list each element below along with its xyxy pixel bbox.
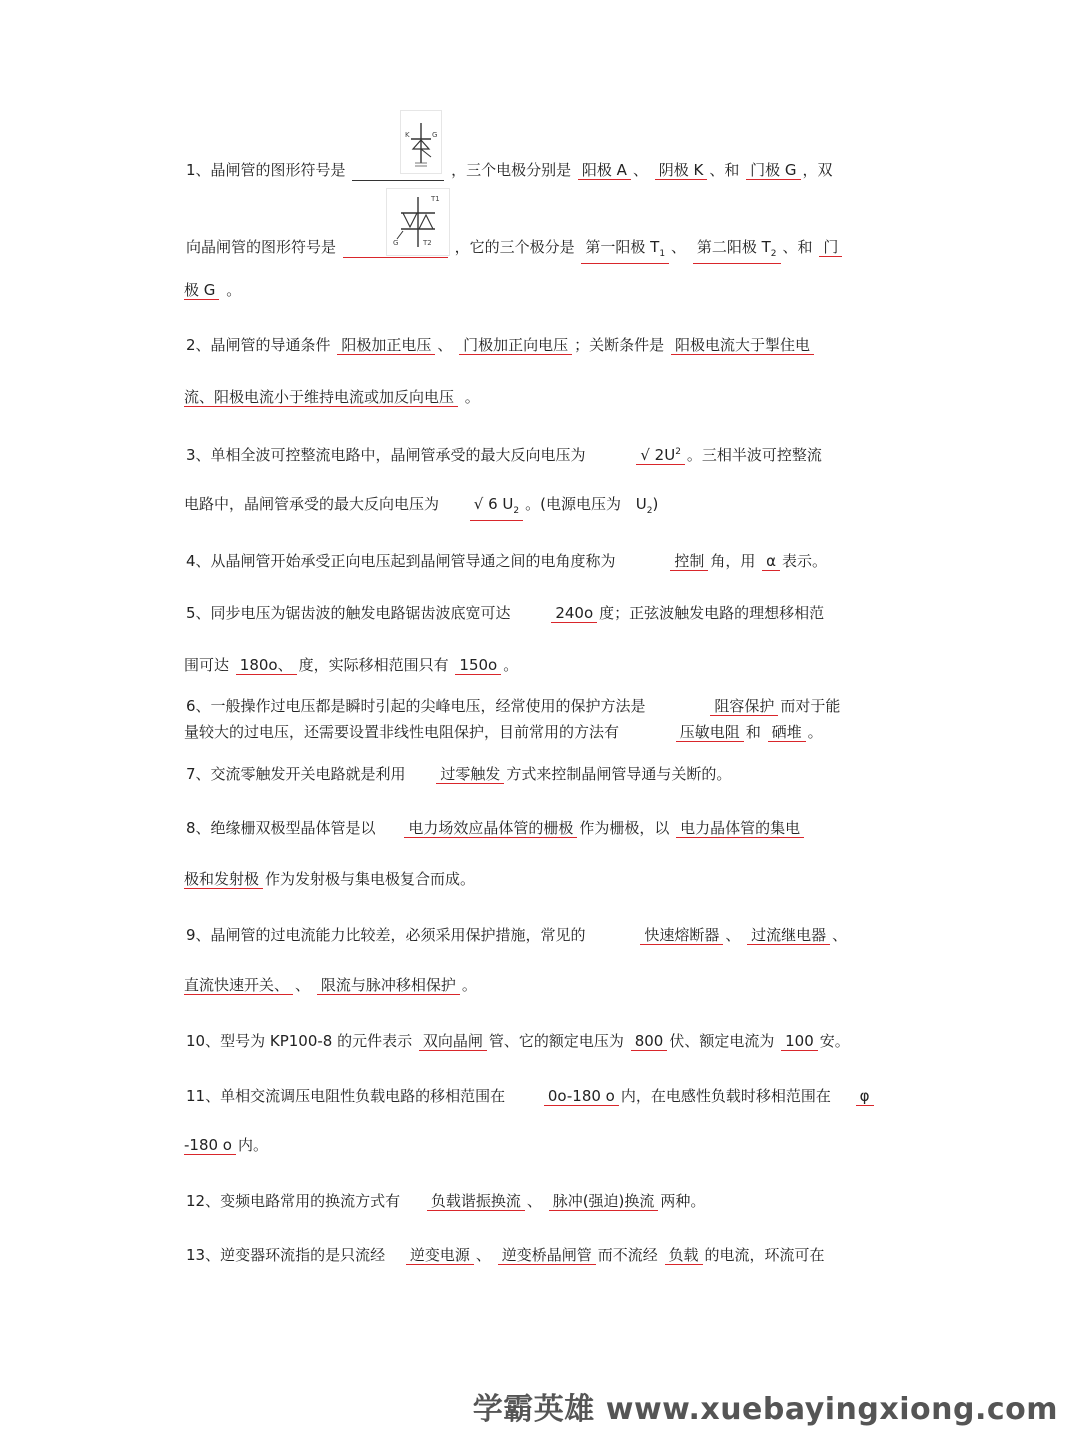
q6-line1 [186, 696, 840, 716]
q2-line2 [184, 387, 480, 407]
text: 伏、额定电流为 [669, 1032, 775, 1050]
q5-line1 [186, 603, 824, 623]
q7-line [186, 764, 731, 784]
answer: 150o [455, 656, 501, 675]
answer [693, 238, 781, 264]
q3-line1 [186, 443, 822, 465]
text: 、 [295, 976, 311, 994]
q10-line [186, 1031, 850, 1051]
answer: 流、阳极电流小于维持电流或加反向电压 [184, 388, 458, 407]
thyristor-symbol-graphic [401, 111, 441, 173]
answer: 阴极 K [655, 161, 708, 180]
text: 而不流经 [597, 1246, 658, 1264]
thyristor-symbol-icon [400, 110, 442, 174]
text: U [635, 495, 647, 513]
answer: 压敏电阻 [676, 723, 744, 742]
answer: 快速熔断器 [640, 926, 723, 945]
text: 、 [632, 161, 648, 179]
text: √ 6 U [473, 495, 514, 513]
answer: φ [856, 1087, 874, 1106]
text: 而对于能 [780, 697, 841, 715]
text: 内，在电感性负载时移相范围在 [620, 1087, 831, 1105]
text: 度；正弦波触发电路的理想移相范 [599, 604, 825, 622]
answer: 逆变电源 [406, 1246, 474, 1265]
answer: -180 o [184, 1136, 236, 1155]
answer: 极和发射极 [184, 870, 263, 889]
answer: 阻容保护 [710, 697, 778, 716]
answer: 直流快速开关、 [184, 976, 293, 995]
answer: 门 [819, 238, 842, 257]
answer: 电力晶体管的集电 [676, 819, 804, 838]
text: 、 [671, 238, 687, 256]
sup: 2 [675, 447, 681, 457]
answer: 双向晶闸 [419, 1032, 487, 1051]
sub: 2 [513, 506, 520, 516]
text: 。三相半波可控整流 [686, 446, 822, 464]
triac-symbol-icon [386, 188, 450, 256]
text: 角，用 [710, 552, 756, 570]
text: 和 [745, 723, 761, 741]
text: 作为发射极与集电极复合而成。 [265, 870, 476, 888]
text: 12、变频电路常用的换流方式有 [186, 1192, 401, 1210]
text: 。 [807, 723, 823, 741]
text: 两种。 [660, 1192, 706, 1210]
answer [636, 443, 685, 465]
q5-line2 [184, 655, 518, 675]
text: 表示。 [782, 552, 828, 570]
text: 第一阳极 T [585, 238, 660, 256]
text: 13、逆变器环流指的是只流经 [186, 1246, 386, 1264]
text: ，双 [802, 161, 833, 179]
text: 7、交流零触发开关电路就是利用 [186, 765, 406, 783]
answer [581, 238, 669, 264]
text: ) [652, 495, 659, 513]
answer [470, 495, 523, 521]
text: 6、一般操作过电压都是瞬时引起的尖峰电压，经常使用的保护方法是 [186, 697, 646, 715]
text: 2、晶闸管的导通条件 [186, 336, 331, 354]
answer: 240o [551, 604, 597, 623]
text: 、和 [709, 161, 740, 179]
q1-line1 [186, 160, 833, 181]
text: 方式来控制晶闸管导通与关断的。 [506, 765, 732, 783]
answer: 阳极 A [578, 161, 631, 180]
text: 。 [503, 656, 519, 674]
q13-line [186, 1245, 825, 1265]
answer: 过零触发 [436, 765, 504, 784]
text: 、 [475, 1246, 491, 1264]
q3-line2 [184, 494, 658, 521]
answer: 控制 [670, 552, 708, 571]
text: 、 [437, 336, 453, 354]
answer: α [762, 552, 780, 571]
text: 11、单相交流调压电阻性负载电路的移相范围在 [186, 1087, 506, 1105]
text: 5、同步电压为锯齿波的触发电路锯齿波底宽可达 [186, 604, 511, 622]
site-watermark: 学霸英雄 www.xuebayingxiong.com [472, 1392, 1058, 1427]
text: 1、晶闸管的图形符号是 [186, 161, 346, 179]
answer: 电力场效应晶体管的栅极 [404, 819, 577, 838]
q9-line1 [186, 925, 847, 945]
answer: 逆变桥晶闸管 [498, 1246, 596, 1265]
q4-line [186, 551, 827, 571]
answer: 阳极加正电压 [337, 336, 435, 355]
sub: 2 [770, 249, 777, 259]
q11-line1 [186, 1086, 876, 1106]
text: 、 [526, 1192, 542, 1210]
q9-line2 [184, 975, 477, 995]
answer: 负载谐振换流 [427, 1192, 525, 1211]
text: 3、单相全波可控整流电路中，晶闸管承受的最大反向电压为 [186, 446, 586, 464]
answer: 极 G [184, 281, 219, 300]
q8-line1 [186, 818, 806, 838]
text: 4、从晶闸管开始承受正向电压起到晶闸管导通之间的电角度称为 [186, 552, 616, 570]
text: 。 [464, 388, 480, 406]
text: 、 [832, 926, 848, 944]
sub: 2 [646, 506, 653, 516]
q2-line1 [186, 335, 816, 355]
answer: 0o-180 o [544, 1087, 619, 1106]
text: 。 [461, 976, 477, 994]
answer: 门极加正向电压 [459, 336, 572, 355]
text: ，三个电极分别是 [451, 161, 572, 179]
q1-line2 [186, 237, 844, 264]
answer: 限流与脉冲移相保护 [317, 976, 460, 995]
text: 围可达 [184, 656, 230, 674]
answer: 门极 G [746, 161, 800, 180]
answer: 过流继电器 [747, 926, 830, 945]
q6-line2 [184, 722, 823, 742]
t1-label: T1 [431, 195, 440, 203]
text: 、和 [782, 238, 813, 256]
g-label: G [393, 239, 399, 247]
text: 10、型号为 KP100-8 的元件表示 [186, 1032, 413, 1050]
answer: 阳极电流大于掣住电 [671, 336, 814, 355]
answer: 100 [781, 1032, 818, 1051]
answer: 硒堆 [768, 723, 806, 742]
text: √ 2U [640, 446, 676, 464]
g-label: G [432, 131, 438, 139]
text: 8、绝缘栅双极型晶体管是以 [186, 819, 376, 837]
answer: 负载 [665, 1246, 703, 1265]
text: 第二阳极 T [696, 238, 771, 256]
answer: 180o、 [236, 656, 297, 675]
q8-line2 [184, 869, 475, 889]
text: 度，实际移相范围只有 [298, 656, 449, 674]
t2-label: T2 [423, 239, 432, 247]
text: 。(电源电压为 [525, 495, 622, 513]
text [635, 495, 659, 516]
text: ，它的三个极分是 [454, 238, 575, 256]
text: 内。 [238, 1136, 269, 1154]
text: 作为栅极，以 [579, 819, 670, 837]
triac-symbol-graphic [387, 189, 449, 255]
text: ；关断条件是 [574, 336, 665, 354]
text: 的电流，环流可在 [704, 1246, 825, 1264]
q1-line3 [184, 280, 241, 300]
k-label: K [405, 131, 410, 139]
text: 9、晶闸管的过电流能力比较差，必须采用保护措施，常见的 [186, 926, 586, 944]
q12-line [186, 1191, 705, 1211]
text: 安。 [819, 1032, 850, 1050]
answer: 脉冲(强迫)换流 [549, 1192, 659, 1211]
text: 量较大的过电压，还需要设置非线性电阻保护，目前常用的方法有 [184, 723, 620, 741]
text: 。 [226, 281, 242, 299]
text: 电路中，晶闸管承受的最大反向电压为 [184, 495, 440, 513]
text: 、 [725, 926, 741, 944]
text: 管、它的额定电压为 [488, 1032, 624, 1050]
q11-line2 [184, 1135, 268, 1155]
sub: 1 [659, 249, 666, 259]
text: 向晶闸管的图形符号是 [186, 238, 337, 256]
answer: 800 [631, 1032, 668, 1051]
